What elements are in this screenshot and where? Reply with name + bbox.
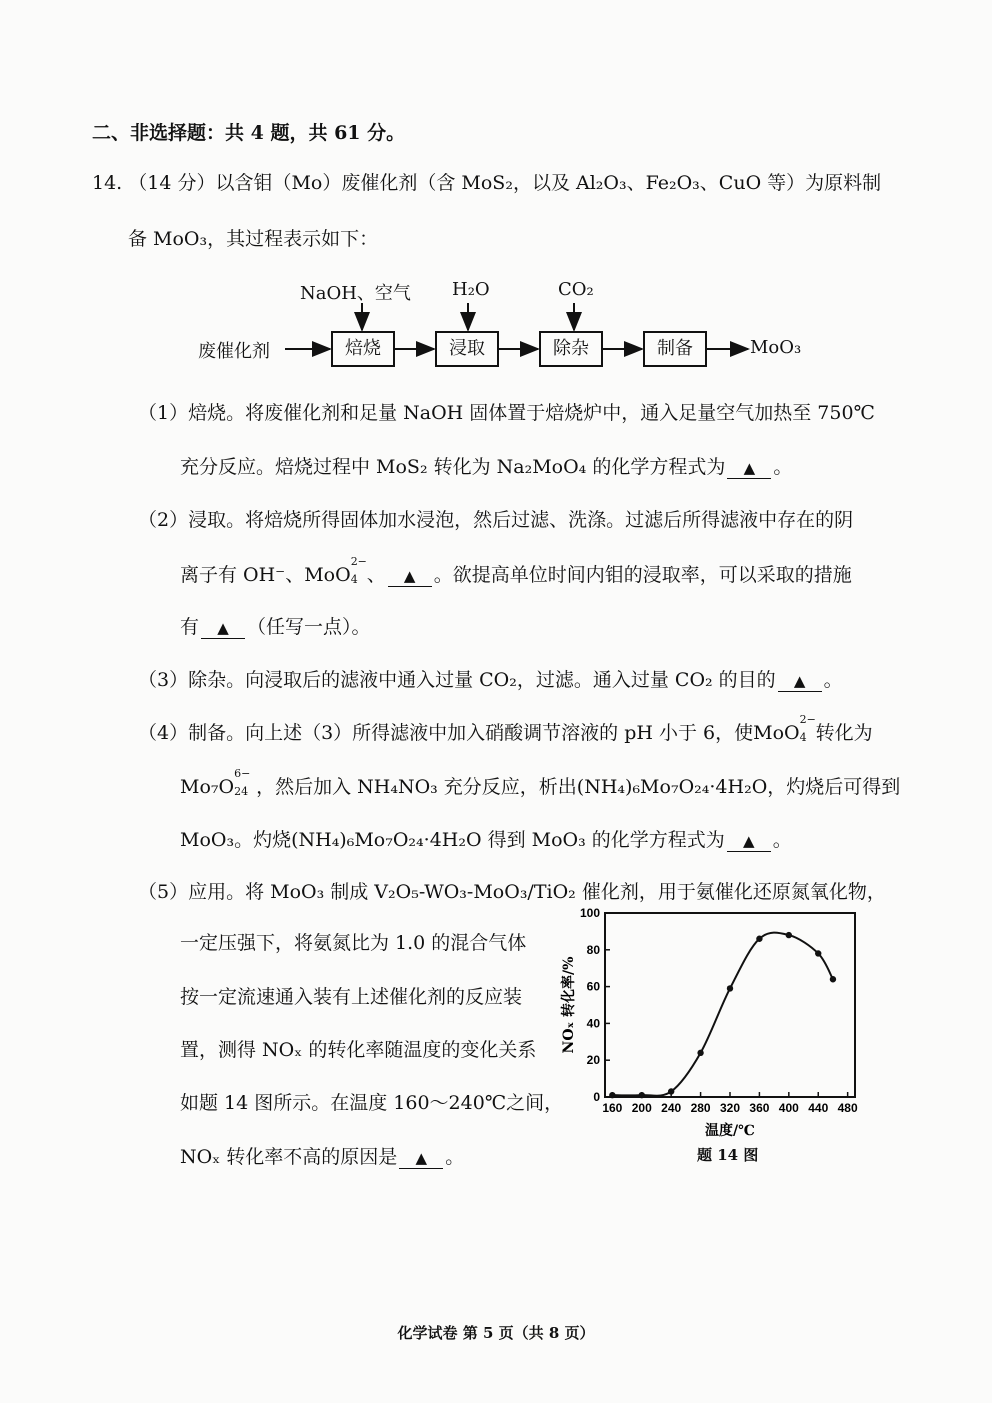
part-1-line2: [180, 452, 792, 479]
x-tick-label: 240: [661, 1101, 682, 1115]
y-tick-label: 20: [586, 1053, 600, 1068]
part-5-question: NOₓ 转化率不高的原因是: [180, 1146, 398, 1168]
part-5-text-line: 置，测得 NOₓ 的转化率随温度的变化关系: [180, 1039, 537, 1061]
x-tick-label: 320: [719, 1101, 741, 1115]
part-2-measure-text: 。欲提高单位时间内钼的浸取率，可以采取的措施: [433, 564, 852, 586]
y-tick-label: 80: [586, 942, 600, 957]
part-5-text-line: 一定压强下，将氨氮比为 1.0 的混合气体: [180, 932, 527, 954]
ion-superscript: 2−: [350, 555, 367, 568]
data-point: [727, 985, 733, 991]
flow-step-leach: 浸取: [435, 331, 499, 367]
part-5-last-line: [180, 1142, 464, 1169]
part-2-line1: （2）浸取。将焙烧所得固体加水浸泡，然后过滤、洗涤。过滤后所得滤液中存在的阴: [138, 509, 854, 531]
part-5-text-line: 按一定流速通入装有上述催化剂的反应装: [180, 986, 523, 1008]
part-4-text: （4）制备。向上述（3）所得滤液中加入硝酸调节溶液的 pH 小于 6，使MoO: [138, 722, 800, 744]
blank-triangle-icon: ▲: [415, 1149, 428, 1167]
part-2-line2: [180, 555, 852, 587]
question-14-stem: （14 分）以含钼（Mo）废催化剂（含 MoS₂，以及 Al₂O₃、Fe₂O₃、CuO 等）为原料制: [128, 172, 882, 194]
ion-charge: [234, 767, 256, 798]
x-axis-label: 温度/℃: [705, 1123, 755, 1139]
x-tick-label: 360: [749, 1101, 770, 1115]
chart-caption: 题 14 图: [697, 1146, 759, 1164]
data-point: [609, 1092, 615, 1098]
part-5-line1: （5）应用。将 MoO₃ 制成 V₂O₅-WO₃-MoO₃/TiO₂ 催化剂，用于氨催化还原氮氧化物，: [138, 881, 886, 903]
x-tick-label: 440: [808, 1101, 829, 1115]
question-number: 14.: [92, 172, 123, 194]
blank-triangle-icon: ▲: [403, 567, 416, 585]
ion-subscript: 4: [799, 731, 807, 744]
x-tick-label: 280: [690, 1101, 711, 1115]
flow-arrows: [190, 275, 830, 375]
part-5-text-line: 如题 14 图所示。在温度 160～240℃之间，: [180, 1092, 564, 1114]
data-point: [639, 1092, 645, 1098]
part-4-line2: [180, 767, 901, 799]
section-title: 二、非选择题：共 4 题，共 61 分。: [92, 122, 406, 144]
part-4-text-mid: ，然后加入 NH₄NO₃ 充分反应，析出(NH₄)₆Mo₇O₂₄·4H₂O，灼烧后可得到: [256, 776, 901, 798]
ion-subscript: 24: [234, 785, 249, 798]
process-flow-diagram: [190, 275, 830, 375]
part-3-line: [138, 665, 843, 692]
data-point: [830, 976, 836, 982]
blank-triangle-icon: ▲: [743, 459, 756, 477]
blank-triangle-icon: ▲: [793, 672, 806, 690]
y-tick-label: 0: [593, 1090, 600, 1104]
ion-superscript: 2−: [799, 713, 816, 726]
ion-superscript: 6−: [234, 767, 251, 780]
part-4-line3: [180, 825, 792, 852]
part-4-text-end: 转化为: [815, 722, 873, 744]
y-axis-label: NOₓ 转化率/%: [561, 956, 577, 1054]
answer-blank[interactable]: [778, 671, 822, 692]
answer-blank[interactable]: [727, 831, 771, 852]
data-point: [815, 950, 821, 956]
blank-triangle-icon: ▲: [217, 619, 229, 637]
chart-svg: [555, 905, 875, 1175]
ion-charge: [799, 713, 816, 744]
y-tick-label: 40: [586, 1016, 600, 1031]
part-4-question: MoO₃。灼烧(NH₄)₆Mo₇O₂₄·4H₂O 得到 MoO₃ 的化学方程式为: [180, 829, 725, 851]
part-2-line3: [180, 612, 371, 639]
x-tick-label: 400: [778, 1101, 799, 1115]
question-14-line1: [92, 168, 881, 195]
part-2-prefix: 有: [180, 616, 200, 638]
answer-blank[interactable]: [399, 1148, 443, 1169]
series-line: [612, 933, 833, 1096]
part-1-line1: （1）焙烧。将废催化剂和足量 NaOH 固体置于焙烧炉中，通入足量空气加热至 750℃: [138, 402, 875, 424]
answer-blank[interactable]: [388, 566, 432, 587]
answer-blank[interactable]: [727, 458, 771, 479]
part-2-suffix: （任写一点）。: [247, 616, 371, 638]
page-footer: 化学试卷 第 5 页（共 8 页）: [397, 1324, 595, 1342]
flow-step-prepare: 制备: [643, 331, 707, 367]
data-point: [668, 1088, 674, 1094]
data-point: [756, 936, 762, 942]
data-point: [697, 1050, 703, 1056]
plot-frame: [605, 913, 855, 1097]
part-2-anions-text: 离子有 OH⁻、MoO: [180, 564, 351, 586]
conversion-chart: [555, 905, 875, 1175]
separator: 、: [366, 564, 386, 586]
period: 。: [823, 669, 843, 691]
flow-step-purify: 除杂: [539, 331, 603, 367]
x-tick-label: 160: [602, 1101, 623, 1115]
y-tick-label: 100: [579, 906, 600, 920]
x-tick-label: 480: [837, 1101, 858, 1115]
flow-start-label: 废催化剂: [198, 341, 270, 362]
ion-charge: [350, 555, 367, 586]
y-tick-label: 60: [586, 979, 600, 994]
answer-blank[interactable]: [201, 618, 245, 639]
flow-reagent-water: H₂O: [452, 279, 490, 300]
flow-step-roast: 焙烧: [331, 331, 395, 367]
data-point: [786, 932, 792, 938]
flow-reagent-naoh-air: NaOH、空气: [300, 283, 411, 304]
part-3-question: （3）除杂。向浸取后的滤液中通入过量 CO₂，过滤。通入过量 CO₂ 的目的: [138, 669, 776, 691]
period: 。: [445, 1146, 465, 1168]
part-1-question: 充分反应。焙烧过程中 MoS₂ 转化为 Na₂MoO₄ 的化学方程式为: [180, 456, 726, 478]
part-4-ion-text: Mo₇O: [180, 776, 235, 798]
blank-triangle-icon: ▲: [742, 832, 755, 850]
part-4-line1: [138, 713, 873, 745]
period: 。: [773, 456, 793, 478]
x-tick-label: 200: [631, 1101, 652, 1115]
question-14-line2: 备 MoO₃，其过程表示如下：: [128, 228, 379, 250]
ion-subscript: 4: [350, 573, 358, 586]
period: 。: [772, 829, 792, 851]
flow-product-label: MoO₃: [750, 337, 802, 358]
flow-reagent-co2: CO₂: [558, 279, 594, 300]
